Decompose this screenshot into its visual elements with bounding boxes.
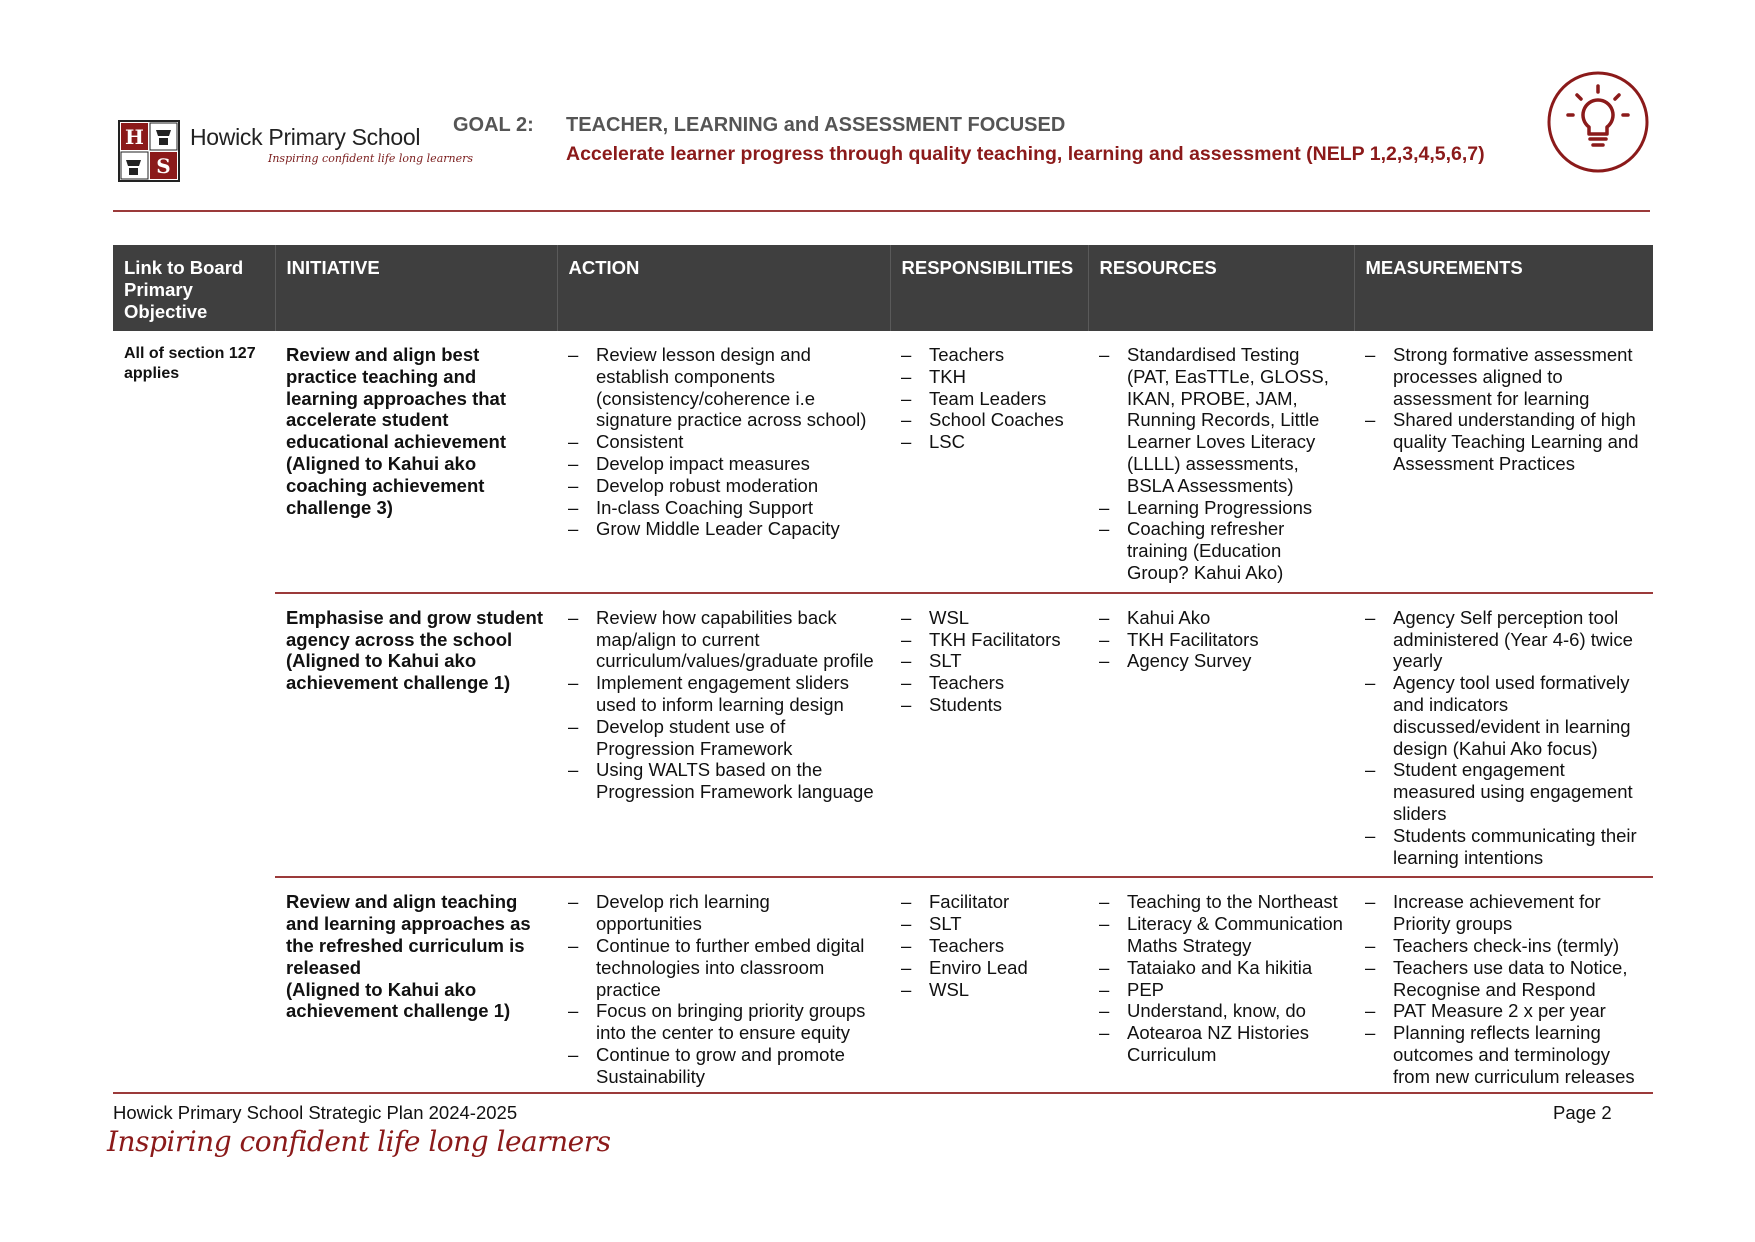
goal-subtitle: Accelerate learner progress through quality teaching, learning and assessment (NELP 1,2,3,4,5,6,7) [566,143,1485,165]
table-row [113,593,1653,878]
initiative-cell [275,331,557,593]
logo-tagline: Inspiring confident life long learners [268,152,474,165]
action-list [568,891,880,1087]
action-cell [557,877,890,1095]
list-item: – TKH [901,366,1078,388]
list-item: – Develop robust moderation [568,475,880,497]
objective-cell [113,331,275,1096]
list-item: – School Coaches [901,409,1078,431]
list-item: – Teaching to the Northeast [1099,891,1344,913]
column-header-measurements: MEASUREMENTS [1354,245,1653,331]
responsibilities-cell [890,877,1088,1095]
responsibilities-cell [890,331,1088,593]
list-item: – Students [901,694,1078,716]
list-item: – WSL [901,979,1078,1001]
list-item: – TKH Facilitators [1099,629,1344,651]
list-item: – PEP [1099,979,1344,1001]
footer-divider [113,1092,1653,1094]
table-row [113,877,1653,1095]
list-item: – TKH Facilitators [901,629,1078,651]
objective-text: All of section 127 applies [124,345,256,382]
list-item: – Planning reflects learning outcomes and terminology from new curriculum releases [1365,1022,1643,1087]
footer-tagline: Inspiring confident life long learners [107,1125,611,1158]
list-item: – Increase achievement for Priority groups [1365,891,1643,935]
list-item: – Review how capabilities back map/align to current curriculum/values/graduate profile [568,607,880,672]
list-item: – Coaching refresher training (Education Group? Kahui Ako) [1099,518,1344,583]
resources-cell [1088,877,1354,1095]
resources-cell [1088,331,1354,593]
list-item: – Continue to grow and promote Sustainability [568,1044,880,1088]
list-item: – LSC [901,431,1078,453]
list-item: – Learning Progressions [1099,497,1344,519]
list-item: – Kahui Ako [1099,607,1344,629]
strategic-plan-table [113,245,1653,1096]
list-item: – Teachers use data to Notice, Recognise and Respond [1365,957,1643,1001]
page-number: Page 2 [1553,1102,1612,1123]
list-item: – Tataiako and Ka hikitia [1099,957,1344,979]
list-item: – Understand, know, do [1099,1000,1344,1022]
initiative-text: Review and align best practice teaching and learning approaches that accelerate student educational achievement (Aligned to Kahui ako coaching achievement challenge 3) [286,344,507,518]
goal-title: TEACHER, LEARNING and ASSESSMENT FOCUSED [566,114,1066,136]
list-item: – Students communicating their learning intentions [1365,825,1643,869]
initiative-cell [275,877,557,1095]
measurements-cell [1354,593,1653,878]
column-header-action: ACTION [557,245,890,331]
list-item: – Develop impact measures [568,453,880,475]
list-item: – Continue to further embed digital technologies into classroom practice [568,935,880,1000]
list-item: – Student engagement measured using engagement sliders [1365,759,1643,824]
list-item: – Shared understanding of high quality Teaching Learning and Assessment Practices [1365,409,1643,474]
list-item: – Team Leaders [901,388,1078,410]
list-item: – Strong formative assessment processes aligned to assessment for learning [1365,344,1643,409]
school-name: Howick Primary School [190,124,421,150]
responsibilities-cell [890,593,1088,878]
list-item: – Standardised Testing (PAT, EasTTLe, GLOSS, IKAN, PROBE, JAM, Running Records, Little Learner Loves Literacy (LLLL) assessments, BSLA Assessments) [1099,344,1344,497]
resources-cell [1088,593,1354,878]
measurements-list [1365,891,1643,1087]
resources-list [1099,607,1344,672]
responsibilities-list [901,891,1078,1000]
responsibilities-list [901,607,1078,716]
logo-letter-h: H [125,125,144,149]
table-row [113,331,1653,593]
action-cell [557,593,890,878]
column-header-responsibilities: RESPONSIBILITIES [890,245,1088,331]
column-header-initiative: INITIATIVE [275,245,557,331]
list-item: – Using WALTS based on the Progression Framework language [568,759,880,803]
measurements-list [1365,607,1643,869]
table-header-row [113,245,1653,331]
list-item: – Literacy & Communication Maths Strategy [1099,913,1344,957]
list-item: – In-class Coaching Support [568,497,880,519]
list-item: – WSL [901,607,1078,629]
list-item: – Consistent [568,431,880,453]
resources-list [1099,891,1344,1065]
action-cell [557,331,890,593]
list-item: – Grow Middle Leader Capacity [568,518,880,540]
action-list [568,607,880,803]
list-item: – Review lesson design and establish components (consistency/coherence i.e signature practice across school) [568,344,880,431]
list-item: – Agency Survey [1099,650,1344,672]
initiative-cell [275,593,557,878]
list-item: – Focus on bringing priority groups into the center to ensure equity [568,1000,880,1044]
lightbulb-icon [1546,70,1650,174]
list-item: – Facilitator [901,891,1078,913]
header-divider [113,210,1650,212]
measurements-cell [1354,877,1653,1095]
list-item: – Teachers [901,672,1078,694]
action-list [568,344,880,540]
list-item: – Teachers check-ins (termly) [1365,935,1643,957]
initiative-text: Review and align teaching and learning approaches as the refreshed curriculum is released (Aligned to Kahui ako achievement challenge 1) [286,891,531,1022]
measurements-list [1365,344,1643,475]
list-item: – Enviro Lead [901,957,1078,979]
list-item: – Implement engagement sliders used to inform learning design [568,672,880,716]
responsibilities-list [901,344,1078,453]
goal-label: GOAL 2: [453,114,534,136]
list-item: – SLT [901,913,1078,935]
column-header-objective: Link to Board Primary Objective [113,245,275,331]
school-crest-logo [118,120,180,182]
list-item: – SLT [901,650,1078,672]
initiative-text: Emphasise and grow student agency across the school (Aligned to Kahui ako achievement challenge 1) [286,606,543,694]
list-item: – Agency tool used formatively and indicators discussed/evident in learning design (Kahui Ako focus) [1365,672,1643,759]
list-item: – Teachers [901,935,1078,957]
column-header-resources: RESOURCES [1088,245,1354,331]
list-item: – Agency Self perception tool administered (Year 4-6) twice yearly [1365,607,1643,672]
list-item: – Teachers [901,344,1078,366]
list-item: – PAT Measure 2 x per year [1365,1000,1643,1022]
list-item: – Develop rich learning opportunities [568,891,880,935]
list-item: – Develop student use of Progression Framework [568,716,880,760]
logo-letter-s: S [156,154,171,178]
resources-list [1099,344,1344,584]
list-item: – Aotearoa NZ Histories Curriculum [1099,1022,1344,1066]
footer-document-title: Howick Primary School Strategic Plan 2024-2025 [113,1102,518,1123]
measurements-cell [1354,331,1653,593]
